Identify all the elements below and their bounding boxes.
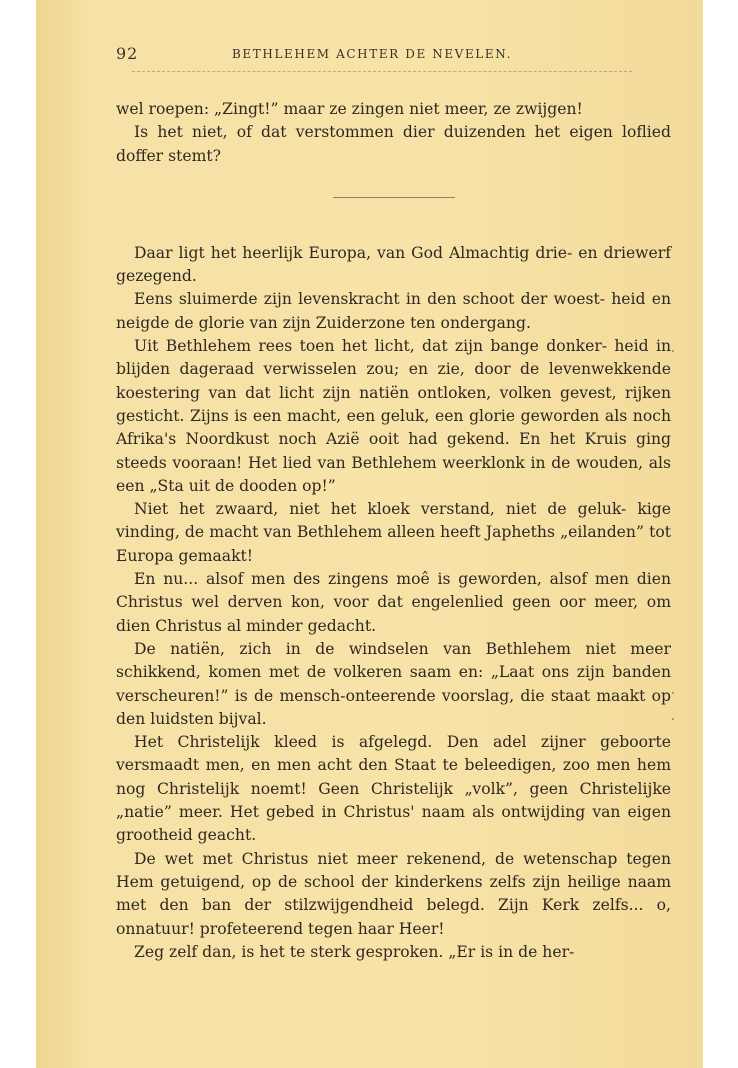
- running-head: BETHLEHEM ACHTER DE NEVELEN.: [232, 47, 512, 61]
- page-body: [116, 98, 671, 964]
- paper-speck: [672, 350, 674, 352]
- header-rule: [132, 71, 632, 72]
- paragraph: Uit Bethlehem rees toen het licht, dat zijn bange donker- heid in blijden dageraad verwisselen zou; en zie, door de levenwekkende koestering van dat licht zijn natiën ontloken, volken gevest, rijken gesticht. Zijns is een macht, een geluk, een glorie geworden als noch Afrika's Noordkust noch Azië ooit had gekend. En het Kruis ging steeds vooraan! Het lied van Bethlehem weerklonk in de wouden, als een „Sta uit de dooden op!”: [116, 337, 671, 495]
- paragraph: Niet het zwaard, niet het kloek verstand, niet de geluk- kige vinding, de macht van Bethlehem alleen heeft Japheths „eilanden” tot Europa gemaakt!: [116, 500, 671, 565]
- paragraph: Zeg zelf dan, is het te sterk gesproken. „Er is in de her-: [134, 942, 575, 961]
- paragraph: De wet met Christus niet meer rekenend, de wetenschap tegen Hem getuigend, op de school der kinderkens zelfs zijn heilige naam met den ban der stilzwijgendheid belegd. Zijn Kerk zelfs... o, onnatuur! profeteerend tegen haar Heer!: [116, 849, 671, 938]
- paper-speck: [672, 692, 674, 694]
- paragraph: Eens sluimerde zijn levenskracht in den schoot der woest- heid en neigde de glorie van zijn Zuiderzone ten ondergang.: [116, 290, 671, 332]
- paragraph: En nu... alsof men des zingens moê is geworden, alsof men dien Christus wel derven kon, voor dat engelenlied geen oor meer, om dien Christus al minder gedacht.: [116, 570, 671, 635]
- page-header: [36, 44, 703, 68]
- section-divider: [333, 197, 455, 198]
- paragraph: Het Christelijk kleed is afgelegd. Den adel zijner geboorte versmaadt men, en men acht den Staat te beleedigen, zoo men hem nog Christelijk noemt! Geen Christelijk „volk”, geen Christelijke „natie” meer. Het gebed in Christus' naam als ontwijding van eigen grootheid geacht.: [116, 733, 671, 845]
- book-page: [36, 0, 703, 1068]
- page-number: 92: [116, 44, 139, 63]
- paragraph: Is het niet, of dat verstommen dier duizenden het eigen loflied doffer stemt?: [116, 123, 671, 165]
- paragraph: De natiën, zich in de windselen van Bethlehem niet meer schikkend, komen met de volkeren saam en: „Laat ons zijn banden verscheuren!” is de mensch-onteerende voorslag, die staat maakt op den luidsten bijval.: [116, 639, 671, 728]
- paragraph: wel roepen: „Zingt!” maar ze zingen niet meer, ze zwijgen!: [116, 100, 583, 118]
- paragraph: Daar ligt het heerlijk Europa, van God Almachtig drie- en driewerf gezegend.: [116, 243, 671, 286]
- paper-speck: [672, 718, 674, 720]
